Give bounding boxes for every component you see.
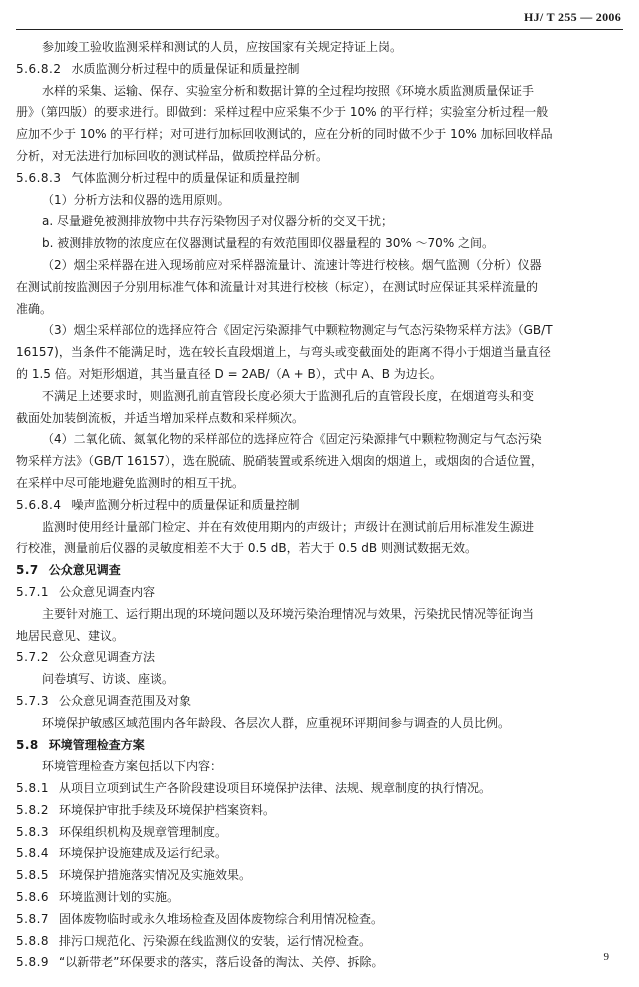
section-number: 5.7.1	[16, 584, 50, 599]
header-rule	[16, 29, 623, 30]
line-text: 环境管理检查方案包括以下内容：	[42, 759, 223, 774]
line-text: 环境保护审批手续及环境保护档案资料。	[59, 802, 276, 817]
text-line	[16, 146, 623, 168]
section-number: 5.8.6	[16, 890, 50, 905]
line-text: 应加不少于 10% 的平行样；对可进行加标回收测试的，应在分析的同时做不少于 10% 加标回收样品	[16, 127, 553, 142]
line-text: 环境保护设施建成及运行纪录。	[59, 846, 228, 861]
section-heading	[16, 952, 623, 974]
section-heading	[16, 735, 623, 757]
line-text: 水质监测分析过程中的质量保证和质量控制	[71, 61, 300, 76]
line-text: （3）烟尘采样部位的选择应符合《固定污染源排气中颗粒物测定与气态污染物采样方法》（GB/T	[42, 323, 553, 338]
line-text: 气体监测分析过程中的质量保证和质量控制	[71, 170, 300, 185]
section-heading	[16, 778, 623, 800]
line-text: 公众意见调查范围及对象	[59, 693, 192, 708]
line-text: 不满足上述要求时，则监测孔前直管段长度必须大于监测孔后的直管段长度，在烟道弯头和变	[42, 388, 535, 403]
line-text: 分析，对无法进行加标回收的测试样品，做质控样品分析。	[16, 148, 329, 163]
line-text: 固体废物临时或永久堆场检查及固体废物综合利用情况检查。	[59, 911, 384, 926]
section-number: 5.7.3	[16, 693, 50, 708]
section-heading	[16, 909, 623, 931]
section-number: 5.8.8	[16, 933, 50, 948]
section-heading	[16, 168, 623, 190]
page-number: 9	[603, 951, 609, 963]
section-heading	[16, 691, 623, 713]
line-text: 准确。	[16, 301, 53, 316]
section-number: 5.8.7	[16, 911, 50, 926]
line-text: 在测试前按监测因子分别用标准气体和流量计对其进行校核（标定），在测试时应保证其采样流量的	[16, 279, 539, 294]
line-text: 环境保护敏感区域范围内各年龄段、各层次人群，应重视环评期间参与调查的人员比例。	[42, 715, 511, 730]
section-number: 5.8.1	[16, 781, 50, 796]
line-text: （2）烟尘采样器在进入现场前应对采样器流量计、流速计等进行校核。烟气监测（分析）仪器	[42, 257, 542, 272]
text-line	[16, 255, 623, 277]
section-heading	[16, 800, 623, 822]
line-text: 册》（第四版）的要求进行。即做到：采样过程中应采集不少于 10% 的平行样；实验室分析过程一般	[16, 105, 549, 120]
section-number: 5.6.8.4	[16, 497, 62, 512]
text-line	[16, 429, 623, 451]
text-line	[16, 756, 623, 778]
text-line	[16, 604, 623, 626]
section-heading	[16, 822, 623, 844]
section-heading	[16, 843, 623, 865]
line-text: 参加竣工验收监测采样和测试的人员，应按国家有关规定持证上岗。	[42, 40, 403, 54]
line-text: （1）分析方法和仪器的选用原则。	[42, 192, 230, 207]
text-line	[16, 538, 623, 560]
section-heading	[16, 582, 623, 604]
line-text: 环保组织机构及规章管理制度。	[59, 824, 228, 839]
line-text: 的 1.5 倍。对矩形烟道，其当量直径 D = 2AB/（A + B），式中 A、B 为边长。	[16, 366, 442, 381]
section-heading	[16, 59, 623, 81]
section-number: 5.6.8.3	[16, 170, 62, 185]
line-text: 环境管理检查方案	[48, 737, 145, 752]
text-line	[16, 473, 623, 495]
line-text: 从项目立项到试生产各阶段建设项目环境保护法律、法规、规章制度的执行情况。	[59, 781, 492, 796]
section-number: 5.8.5	[16, 868, 50, 883]
line-text: 排污口规范化、污染源在线监测仪的安装，运行情况检查。	[59, 933, 372, 948]
standard-number-header: HJ/ T 255 — 2006	[523, 10, 621, 24]
text-line	[16, 386, 623, 408]
text-line	[16, 408, 623, 430]
section-number: 5.8.9	[16, 955, 50, 970]
section-heading	[16, 865, 623, 887]
section-number: 5.7	[16, 563, 39, 578]
text-line	[16, 211, 623, 233]
section-number: 5.8	[16, 737, 39, 752]
line-text: 噪声监测分析过程中的质量保证和质量控制	[71, 497, 300, 512]
document-body	[16, 37, 623, 974]
text-line	[16, 451, 623, 473]
text-line	[16, 277, 623, 299]
text-line	[16, 233, 623, 255]
text-line	[16, 713, 623, 735]
line-text: 水样的采集、运输、保存、实验室分析和数据计算的全过程均按照《环境水质监测质量保证手	[42, 83, 535, 98]
line-text: （4）二氧化硫、氮氧化物的采样部位的选择应符合《固定污染源排气中颗粒物测定与气态污染	[42, 432, 542, 447]
line-text: 16157)，当条件不能满足时，选在较长直段烟道上，与弯头或变截面处的距离不得小于烟道当量直径	[16, 345, 551, 360]
line-text: 环境监测计划的实施。	[59, 890, 180, 905]
text-line	[16, 342, 623, 364]
text-line	[16, 81, 623, 103]
section-number: 5.7.2	[16, 650, 50, 665]
line-text: b. 被测排放物的浓度应在仪器测试量程的有效范围即仪器量程的 30% ～70% 之间。	[42, 236, 495, 251]
text-line	[16, 626, 623, 648]
section-heading	[16, 495, 623, 517]
text-line	[16, 190, 623, 212]
section-heading	[16, 887, 623, 909]
text-line	[16, 124, 623, 146]
line-text: 公众意见调查	[48, 563, 121, 578]
line-text: 在采样中尽可能地避免监测时的相互干扰。	[16, 475, 245, 490]
section-number: 5.6.8.2	[16, 61, 62, 76]
text-line	[16, 320, 623, 342]
section-heading	[16, 931, 623, 953]
line-text: 问卷填写、访谈、座谈。	[42, 672, 175, 687]
line-text: a. 尽量避免被测排放物中共存污染物因子对仪器分析的交叉干扰；	[42, 214, 393, 229]
text-line	[16, 37, 623, 59]
line-text: 截面处加装倒流板，并适当增加采样点数和采样频次。	[16, 410, 305, 425]
section-number: 5.8.4	[16, 846, 50, 861]
line-text: 主要针对施工、运行期出现的环境问题以及环境污染治理情况与效果，污染扰民情况等征询当	[42, 606, 535, 621]
line-text: 公众意见调查内容	[59, 584, 156, 599]
line-text: 公众意见调查方法	[59, 650, 156, 665]
line-text: 物采样方法》（GB/T 16157），选在脱硫、脱硝装置或系统进入烟囱的烟道上，或烟囱的合适位置，	[16, 454, 543, 469]
text-line	[16, 102, 623, 124]
text-line	[16, 669, 623, 691]
section-heading	[16, 560, 623, 582]
text-line	[16, 299, 623, 321]
line-text: 行校准，测量前后仪器的灵敏度相差不大于 0.5 dB，若大于 0.5 dB 则测试数据无效。	[16, 541, 477, 556]
text-line	[16, 364, 623, 386]
section-number: 5.8.2	[16, 802, 50, 817]
section-heading	[16, 647, 623, 669]
line-text: 地居民意见、建议。	[16, 628, 125, 643]
line-text: 监测时使用经计量部门检定、并在有效使用期内的声级计；声级计在测试前后用标准发生源进	[42, 519, 535, 534]
line-text: “以新带老”环保要求的落实，落后设备的淘汰、关停、拆除。	[59, 955, 384, 970]
line-text: 环境保护措施落实情况及实施效果。	[59, 868, 252, 883]
section-number: 5.8.3	[16, 824, 50, 839]
text-line	[16, 517, 623, 539]
